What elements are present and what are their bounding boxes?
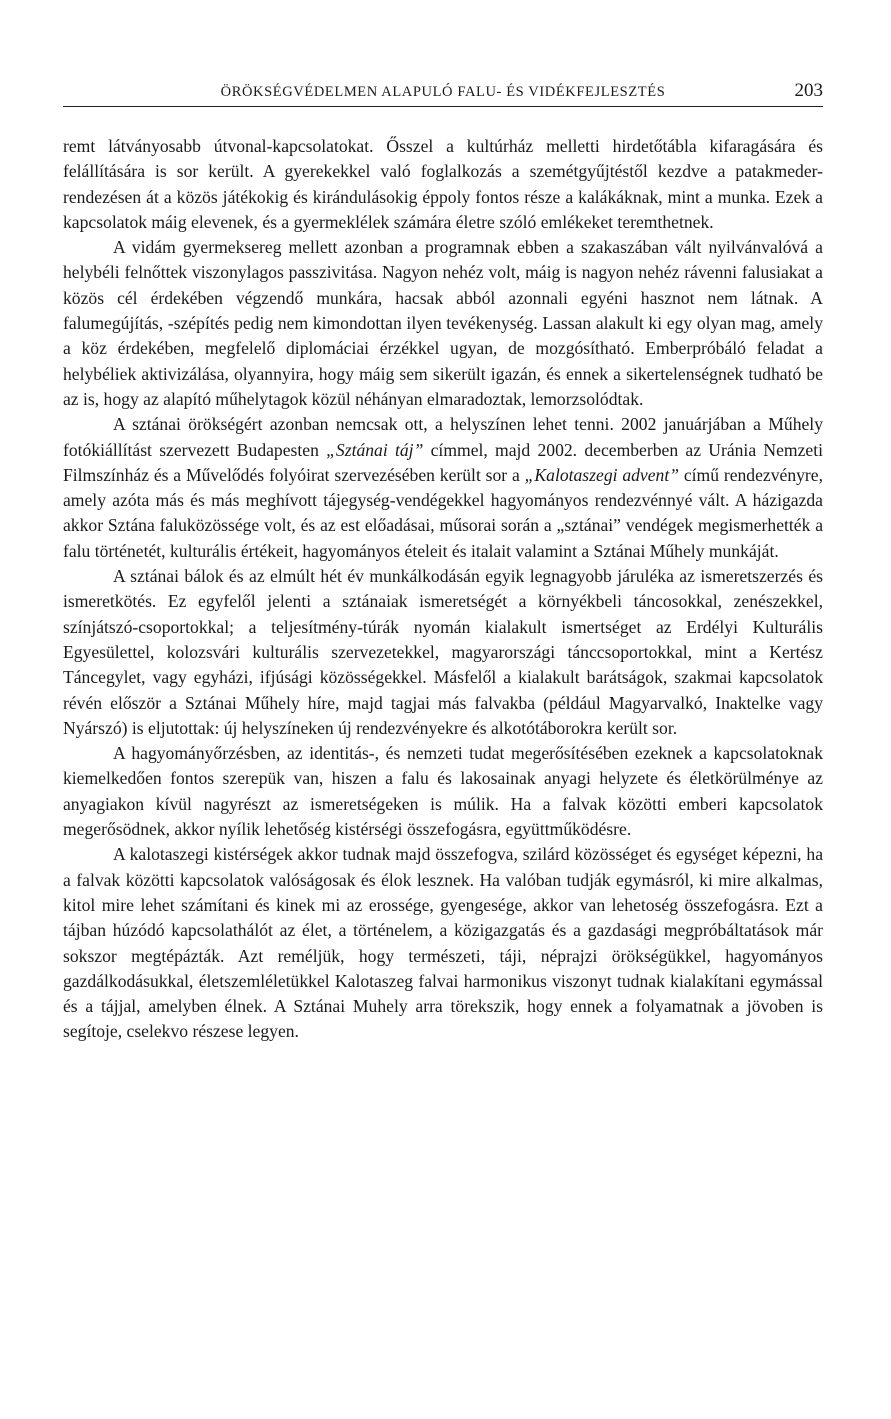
paragraph-3 (63, 412, 823, 564)
paragraph-text: A sztánai bálok és az elmúlt hét év munkálkodásán egyik legnagyobb járuléka az ismeretszerzés és ismeretkötés. Ez egyfelől jelenti a sztánaiak ismeretségét a környékbeli táncosokkal, zenészekkel, színjátszó-csoportokkal; a teljesítmény-túrák nyomán kialakult ismertséget az Erdélyi Kulturális Egyesülettel, kolozsvári kulturális szervezetekkel, magyarországi tánccsoportokkal, mint a Kertész Táncegylet, vagy egyházi, ifjúsági közösségekkel. Másfelől a kialakult barátságok, szakmai kapcsolatok révén először a Sztánai Műhely híre, majd tagjai más falvakba (például Magyarvalkó, Inaktelke vagy Nyárszó) is eljutottak: új helyszíneken új rendezvényekre és alkotótáborokra került sor. (63, 566, 823, 738)
body-text (63, 134, 823, 1045)
event-title: „Kalotaszegi advent” (524, 464, 680, 485)
paragraph-text: című rendezvényre, amely azóta más és más meghívott tájegység-vendégekkel hagyományos rendezvénnyé vált. A házigazda akkor Sztána faluközössége volt, és az est előadásai, műsorai során a „sztánai” vendégek megismerhették a falu történetét, kulturális értékeit, hagyományos ételeit és italait valamint a Sztánai Műhely munkáját. (63, 464, 823, 561)
paragraph-2 (63, 235, 823, 412)
paragraph-4 (63, 564, 823, 741)
paragraph-text: címmel, majd 2002. decemberben az Uránia Nemzeti Filmszínház és a Művelődés folyóirat szervezésében került sor a (63, 439, 823, 485)
paragraph-6 (63, 842, 823, 1044)
paragraph-5 (63, 741, 823, 842)
document-page (63, 80, 823, 1045)
paragraph-text: A vidám gyermeksereg mellett azonban a programnak ebben a szakaszában vált nyilvánvalóvá a helybéli felnőttek viszonylagos passzivitása. Nagyon nehéz volt, máig is nagyon nehéz rávenni falusiakat a közös cél érdekében végzendő munkára, hacsak abból azonnali egyéni hasznot nem látnak. A falumegújítás, -szépítés pedig nem kimondottan ilyen tevékenység. Lassan alakult ki egy olyan mag, amely a köz érdekében, megfelelő diplomáciai érzékkel ugyan, de mozgósítható. Emberpróbáló feladat a helybéliek aktivizálása, olyannyira, hogy máig sem sikerült igazán, és ennek a sikertelenségnek tudható be az is, hogy az alapító műhelytagok közül néhányan elmaradoztak, lemorzsolódtak. (63, 237, 823, 409)
running-header (63, 80, 823, 107)
page-number: 203 (794, 80, 823, 101)
paragraph-text: A hagyományőrzésben, az identitás-, és nemzeti tudat megerősítésében ezeknek a kapcsolatoknak kiemelkedően fontos szerepük van, hiszen a falu és lakosainak anyagi helyzete és életkörülménye az anyagiakon kívül nagyrészt az ismeretségeken is múlik. Ha a falvak közötti emberi kapcsolatok megerősödnek, akkor nyílik lehetőség kistérségi összefogásra, együttműködésre. (63, 743, 823, 840)
running-title: ÖRÖKSÉGVÉDELMEN ALAPULÓ FALU- ÉS VIDÉKFEJLESZTÉS (220, 84, 666, 100)
exhibition-title: „Sztánai táj” (326, 439, 424, 460)
paragraph-text: A sztánai örökségért azonban nemcsak ott, a helyszínen lehet tenni. 2002 januárjában a Műhely fotókiállítást szervezett Budapesten (63, 414, 823, 460)
paragraph-text: remt látványosabb útvonal-kapcsolatokat. Ősszel a kultúrház melletti hirdetőtábla kifaragására és felállítására is sor került. A gyerekekkel való foglalkozás a szemétgyűjtéstől kezdve a patakmeder-rendezésen át a közös játékokig és kirándulásokig éppoly fontos része a kalákáknak, mint a munka. Ezek a kapcsolatok máig elevenek, és a gyermeklélek számára életre szóló emlékeket teremthetnek. (63, 136, 823, 232)
paragraph-1 (63, 134, 823, 235)
paragraph-text: A kalotaszegi kistérségek akkor tudnak majd összefogva, szilárd közösséget és egységet képezni, ha a falvak közötti kapcsolatok valóságosak és élok lesznek. Ha valóban tudják egymásról, ki mire alkalmas, kitol mire lehet számítani és kinek mi az erossége, gyengesége, akkor van lehetoség összefogásra. Ezt a tájban húzódó kapcsolathálót az élet, a történelem, a közigazgatás és a gazdasági megpróbáltatások már sokszor megtépázták. Azt reméljük, hogy természeti, táji, néprajzi örökségükkel, hagyományos gazdálkodásukkal, életszemléletükkel Kalotaszeg falvai harmonikus viszonyt tudnak kialakítani egymással és a tájjal, amelyben élnek. A Sztánai Muhely arra törekszik, hogy ennek a folyamatnak a jövoben is segítoje, cselekvo részese legyen. (63, 844, 823, 1042)
